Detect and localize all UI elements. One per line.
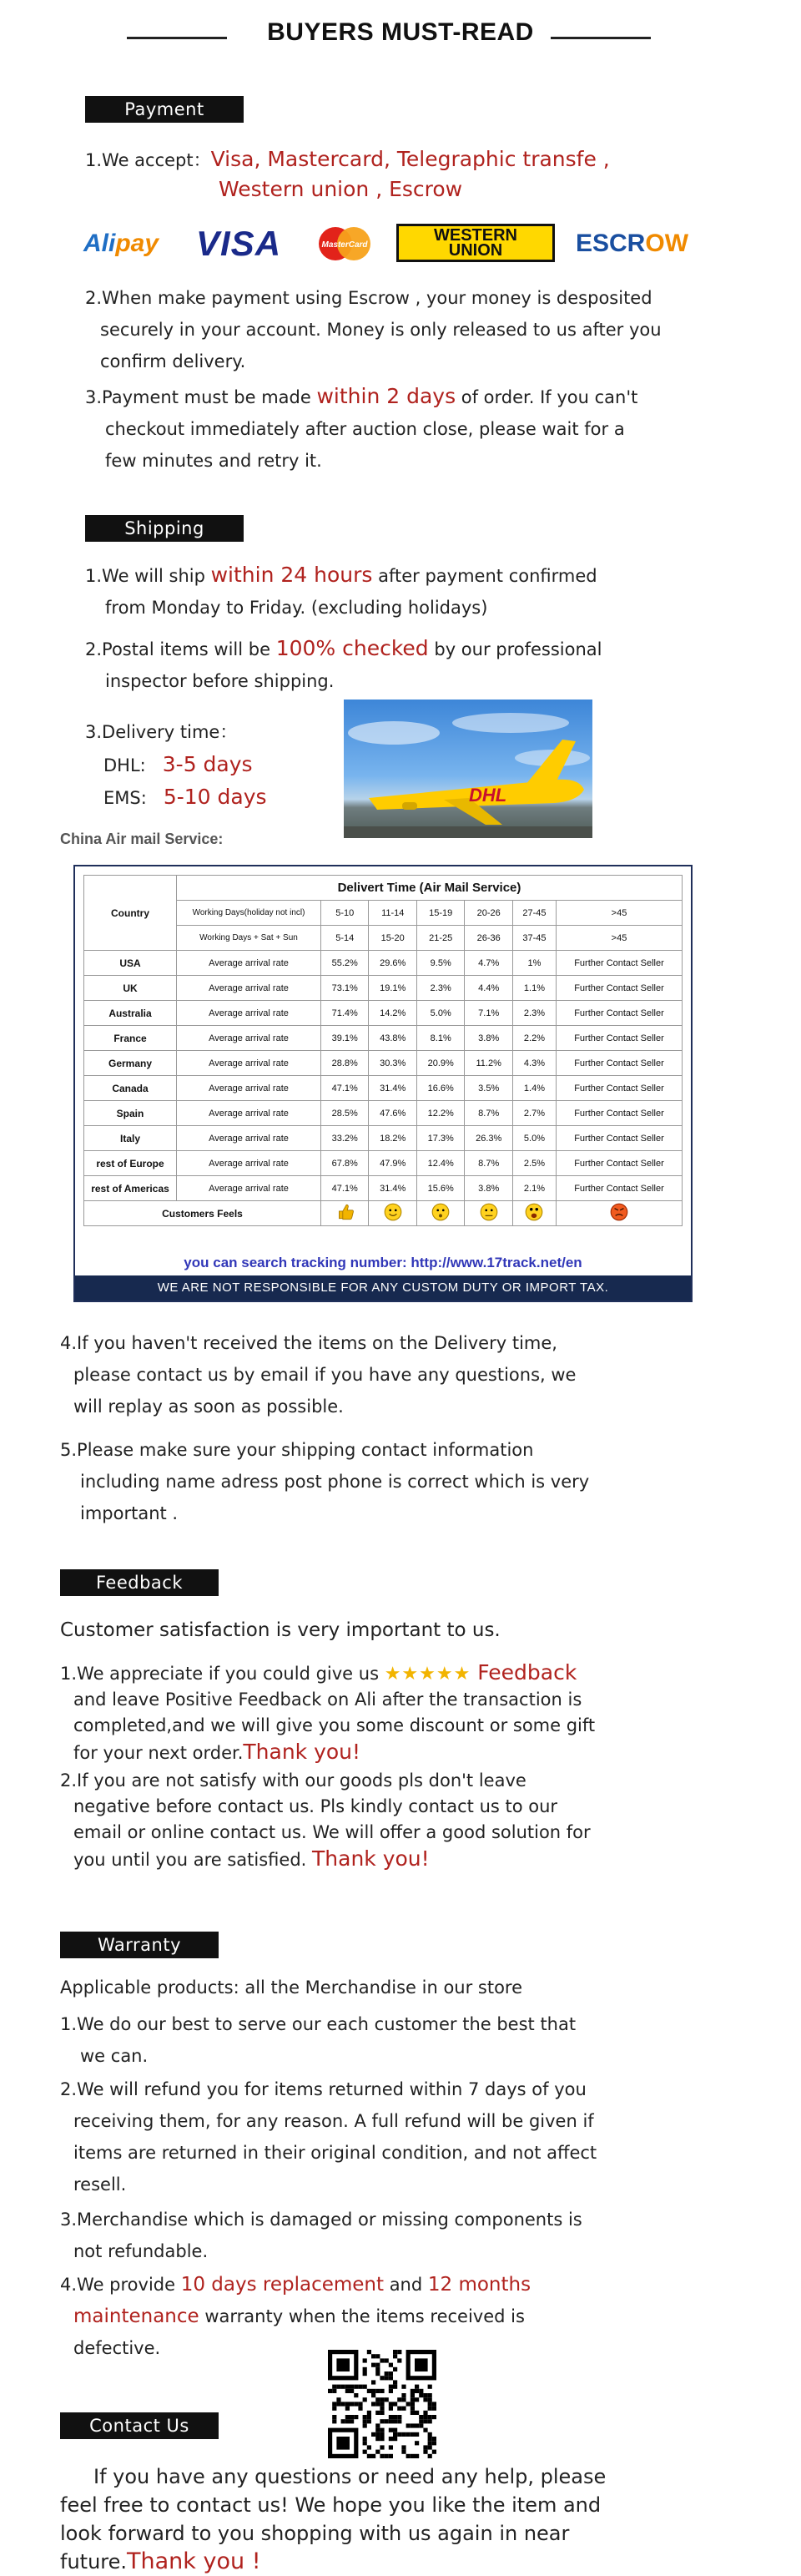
row-label-cell: Average arrival rate	[177, 1076, 321, 1101]
rate-cell: 17.3%	[416, 1126, 464, 1151]
svg-text:DHL: DHL	[469, 785, 507, 806]
rate-cell: 67.8%	[321, 1151, 369, 1176]
working-range-4: 27-45	[512, 901, 556, 926]
payment-logos	[83, 219, 689, 269]
working-range-3: 20-26	[465, 901, 512, 926]
rate-cell: 19.1%	[369, 976, 416, 1001]
table-row	[84, 976, 683, 1001]
customers-feels-label: Customers Feels	[84, 1201, 321, 1226]
row-label-cell: Average arrival rate	[177, 1001, 321, 1026]
working-days-sat-label: Working Days + Sat + Sun	[177, 926, 321, 951]
rate-cell: 47.1%	[321, 1176, 369, 1201]
mastercard-icon	[315, 225, 374, 263]
warranty-item-2: 2.We will refund you for items returned within 7 days of you receiving them, for any reason. A full refund will be given if items are returned in their original condition, and not affect resell.	[60, 2079, 597, 2195]
rate-cell: 30.3%	[369, 1051, 416, 1076]
payment-item-2: 2.When make payment using Escrow , your money is desposited securely in your account. Money is only released to us after you confirm delivery.	[85, 288, 662, 371]
country-cell: France	[84, 1026, 177, 1051]
dhl-plane-image	[344, 700, 592, 838]
thumbs-up-icon	[335, 1202, 355, 1222]
air-mail-table-box	[73, 865, 693, 1302]
payment-header: Payment	[85, 96, 244, 123]
rate-cell: 47.6%	[369, 1101, 416, 1126]
table-row	[84, 1026, 683, 1051]
mastercard-text: MasterCard	[321, 240, 368, 250]
country-header: Country	[84, 876, 177, 951]
rate-cell: 73.1%	[321, 976, 369, 1001]
rate-cell: 2.3%	[512, 1001, 556, 1026]
qr-code-icon	[328, 2350, 436, 2458]
rate-cell: 3.5%	[465, 1076, 512, 1101]
rate-cell: 1.4%	[512, 1076, 556, 1101]
rate-cell: 8.1%	[416, 1026, 464, 1051]
rate-cell: 4.3%	[512, 1051, 556, 1076]
working-range-0: 5-10	[321, 901, 369, 926]
country-cell: Germany	[84, 1051, 177, 1076]
feedback-item-2: 2.If you are not satisfy with our goods pls don't leave negative before contact us. Pls kindly contact us to our email or online contact us. We will offer a good solution for you until you are satisfied. Thank you!	[60, 1770, 591, 1871]
table-row	[84, 1051, 683, 1076]
rate-cell: 29.6%	[369, 951, 416, 976]
rate-cell: 2.2%	[512, 1026, 556, 1051]
shipping-header: Shipping	[85, 515, 244, 542]
row-label-cell: Average arrival rate	[177, 1176, 321, 1201]
calendar-range-3: 26-36	[465, 926, 512, 951]
china-air-mail-label: China Air mail Service:	[60, 831, 224, 847]
table-row	[84, 1101, 683, 1126]
feedback-intro: Customer satisfaction is very important to us.	[60, 1619, 501, 1641]
further-contact-cell: Further Contact Seller	[557, 1151, 683, 1176]
country-cell: Spain	[84, 1101, 177, 1126]
shipping-item-2: 2.Postal items will be 100% checked by our professional inspector before shipping.	[85, 636, 602, 691]
working-range-1: 11-14	[369, 901, 416, 926]
rate-cell: 47.1%	[321, 1076, 369, 1101]
calendar-range-0: 5-14	[321, 926, 369, 951]
rate-cell: 4.7%	[465, 951, 512, 976]
rate-cell: 16.6%	[416, 1076, 464, 1101]
country-cell: Italy	[84, 1126, 177, 1151]
further-contact-cell: Further Contact Seller	[557, 1051, 683, 1076]
rate-cell: 28.8%	[321, 1051, 369, 1076]
smile-face-icon	[383, 1202, 403, 1222]
warranty-intro: Applicable products: all the Merchandise in our store	[60, 1977, 523, 1998]
row-label-cell: Average arrival rate	[177, 1151, 321, 1176]
rate-cell: 2.7%	[512, 1101, 556, 1126]
rate-cell: 3.8%	[465, 1026, 512, 1051]
payment-methods-line2: Western union , Escrow	[219, 177, 463, 201]
calendar-range-4: 37-45	[512, 926, 556, 951]
ems-delivery: EMS: 5-10 days	[103, 785, 267, 809]
row-label-cell: Average arrival rate	[177, 976, 321, 1001]
five-stars-icon: ★★★★★	[384, 1664, 471, 1685]
rate-cell: 39.1%	[321, 1026, 369, 1051]
dhl-delivery: DHL: 3-5 days	[103, 752, 253, 776]
table-row	[84, 1001, 683, 1026]
row-label-cell: Average arrival rate	[177, 1126, 321, 1151]
table-row	[84, 1076, 683, 1101]
row-label-cell: Average arrival rate	[177, 1051, 321, 1076]
page-title: BUYERS MUST-READ	[267, 18, 534, 46]
warranty-header: Warranty	[60, 1932, 219, 1958]
rate-cell: 55.2%	[321, 951, 369, 976]
country-cell: UK	[84, 976, 177, 1001]
air-mail-table	[83, 875, 683, 1226]
rate-cell: 7.1%	[465, 1001, 512, 1026]
further-contact-cell: Further Contact Seller	[557, 1101, 683, 1126]
country-cell: Australia	[84, 1001, 177, 1026]
table-title: Delivert Time (Air Mail Service)	[177, 876, 683, 901]
further-contact-cell: Further Contact Seller	[557, 1126, 683, 1151]
warranty-item-4: 4.We provide 10 days replacement and 12 months maintenance warranty when the items received is defective.	[60, 2274, 531, 2358]
further-contact-cell: Further Contact Seller	[557, 1176, 683, 1201]
country-cell: rest of Americas	[84, 1176, 177, 1201]
row-label-cell: Average arrival rate	[177, 1101, 321, 1126]
working-range-2: 15-19	[416, 901, 464, 926]
rate-cell: 47.9%	[369, 1151, 416, 1176]
escrow-logo: ESCR OW	[576, 230, 689, 257]
working-days-label: Working Days(holiday not incl)	[177, 901, 321, 926]
row-label-cell: Average arrival rate	[177, 1026, 321, 1051]
rate-cell: 5.0%	[512, 1126, 556, 1151]
rate-cell: 2.3%	[416, 976, 464, 1001]
visa-logo: VISA	[196, 224, 282, 263]
payment-item-1	[85, 144, 610, 176]
further-contact-cell: Further Contact Seller	[557, 976, 683, 1001]
feedback-item-1: 1.We appreciate if you could give us ★★★★★ Feedback and leave Positive Feedback on Ali after the transaction is completed,and we will give you some discount or some gift for your next order.Thank you!	[60, 1660, 596, 1764]
warranty-item-1: 1.We do our best to serve our each customer the best that we can.	[60, 2014, 577, 2066]
title-rule-right	[551, 37, 651, 39]
rate-cell: 8.7%	[465, 1151, 512, 1176]
feels-cell	[321, 1201, 369, 1226]
feels-cell	[416, 1201, 464, 1226]
payment-item-3: 3.Payment must be made within 2 days of order. If you can't checkout immediately after auction close, please wait for a few minutes and retry it.	[85, 384, 638, 471]
rate-cell: 4.4%	[465, 976, 512, 1001]
unsure-face-icon	[479, 1202, 499, 1222]
neutral-face-icon	[431, 1202, 451, 1222]
working-range-5: >45	[557, 901, 683, 926]
rate-cell: 1%	[512, 951, 556, 976]
further-contact-cell: Further Contact Seller	[557, 1026, 683, 1051]
rate-cell: 14.2%	[369, 1001, 416, 1026]
table-row	[84, 1151, 683, 1176]
dhl-plane-icon	[344, 700, 592, 838]
rate-cell: 20.9%	[416, 1051, 464, 1076]
rate-cell: 43.8%	[369, 1026, 416, 1051]
payment-methods-line1: Visa, Mastercard, Telegraphic transfe ,	[210, 147, 610, 171]
calendar-range-2: 21-25	[416, 926, 464, 951]
calendar-range-1: 15-20	[369, 926, 416, 951]
feedback-header: Feedback	[60, 1569, 219, 1596]
rate-cell: 3.8%	[465, 1176, 512, 1201]
country-cell: Canada	[84, 1076, 177, 1101]
shipping-item-3-label: 3.Delivery time：	[85, 722, 238, 742]
rate-cell: 2.1%	[512, 1176, 556, 1201]
mastercard-logo	[315, 219, 374, 269]
rate-cell: 71.4%	[321, 1001, 369, 1026]
contact-header: Contact Us	[60, 2412, 219, 2439]
shocked-face-icon	[524, 1202, 544, 1222]
rate-cell: 15.6%	[416, 1176, 464, 1201]
feels-cell	[369, 1201, 416, 1226]
table-row	[84, 1176, 683, 1201]
qr-code-image	[328, 2350, 436, 2458]
rate-cell: 12.4%	[416, 1151, 464, 1176]
calendar-range-5: >45	[557, 926, 683, 951]
row-label-cell: Average arrival rate	[177, 951, 321, 976]
rate-cell: 1.1%	[512, 976, 556, 1001]
rate-cell: 11.2%	[465, 1051, 512, 1076]
table-row	[84, 951, 683, 976]
duty-notice: WE ARE NOT RESPONSIBLE FOR ANY CUSTOM DUTY OR IMPORT TAX.	[75, 1275, 691, 1301]
feels-cell	[465, 1201, 512, 1226]
shipping-item-1: 1.We will ship within 24 hours after payment confirmed from Monday to Friday. (excluding holidays)	[85, 563, 597, 618]
further-contact-cell: Further Contact Seller	[557, 1076, 683, 1101]
country-cell: USA	[84, 951, 177, 976]
rate-cell: 18.2%	[369, 1126, 416, 1151]
rate-cell: 28.5%	[321, 1101, 369, 1126]
country-cell: rest of Europe	[84, 1151, 177, 1176]
rate-cell: 31.4%	[369, 1176, 416, 1201]
rate-cell: 33.2%	[321, 1126, 369, 1151]
western-union-logo: WESTERN UNION	[396, 224, 555, 262]
feels-cell	[557, 1201, 683, 1226]
table-row	[84, 1126, 683, 1151]
rate-cell: 9.5%	[416, 951, 464, 976]
further-contact-cell: Further Contact Seller	[557, 951, 683, 976]
rate-cell: 31.4%	[369, 1076, 416, 1101]
rate-cell: 12.2%	[416, 1101, 464, 1126]
further-contact-cell: Further Contact Seller	[557, 1001, 683, 1026]
contact-text: If you have any questions or need any help, please feel free to contact us! We hope you like the item and look forward to you shopping with us again in near future.Thank you !	[60, 2465, 607, 2574]
rate-cell: 26.3%	[465, 1126, 512, 1151]
rate-cell: 8.7%	[465, 1101, 512, 1126]
warranty-item-3: 3.Merchandise which is damaged or missing components is not refundable.	[60, 2210, 582, 2261]
rate-cell: 5.0%	[416, 1001, 464, 1026]
angry-face-icon	[609, 1202, 629, 1222]
feels-cell	[512, 1201, 556, 1226]
payment-item-1-prefix: 1.We accept：	[85, 150, 211, 170]
rate-cell: 2.5%	[512, 1151, 556, 1176]
shipping-item-5: 5.Please make sure your shipping contact information including name adress post phone is correct which is very important .	[60, 1440, 590, 1523]
alipay-logo: Ali pay	[83, 230, 159, 257]
shipping-item-4: 4.If you haven't received the items on the Delivery time, please contact us by email if you have any questions, we will replay as soon as possible.	[60, 1333, 577, 1417]
tracking-link[interactable]: you can search tracking number: http://www.17track.net/en	[184, 1255, 582, 1270]
